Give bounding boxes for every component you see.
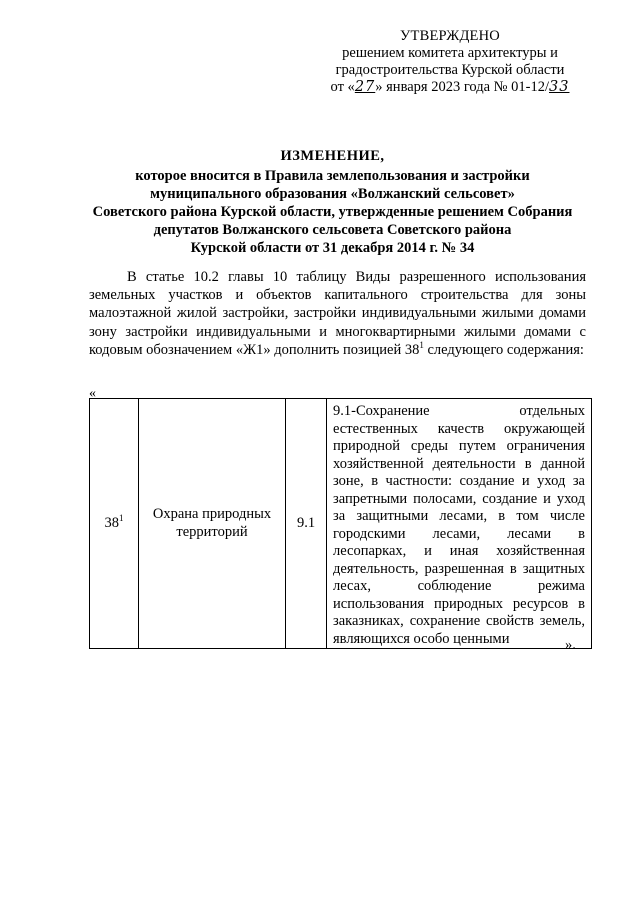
paragraph-tail: следующего содержания: — [423, 341, 584, 358]
approval-line-2: градостроительства Курской области — [335, 62, 565, 78]
title-line-1: которое вносится в Правила землепользования и застройки — [135, 168, 530, 184]
cell-description: 9.1-Сохранение отдельных естественных качеств окружающей природной среды путем ограничения хозяйственной деятельности в данной зоне, в частности: создание и уход за запретными полосами, создание и уход за защитными лесами, в том числе городскими лесами, лесами в лесопарках, и иная хозяйственная деятельность, разрешенная в защитных лесах, соблюдение режима использования природных ресурсов в заказниках, сохранение свойств земель, являющихся особо ценными — [327, 399, 592, 649]
addition-table — [89, 398, 592, 649]
row-number: 38 — [104, 514, 119, 531]
row-number-superscript: 1 — [119, 512, 124, 523]
approval-date-line — [300, 79, 600, 96]
approval-stamp — [300, 28, 600, 96]
title-line-4: депутатов Волжанского сельсовета Советского района — [153, 222, 512, 238]
title-line-2: муниципального образования «Волжанский сельсовет» — [150, 186, 515, 202]
title-main: ИЗМЕНЕНИЕ, — [280, 148, 385, 164]
cell-code: 9.1 — [286, 399, 327, 649]
approval-number-handwritten: 33 — [549, 79, 570, 95]
body-paragraph — [89, 268, 586, 359]
approval-heading: УТВЕРЖДЕНО — [400, 28, 500, 44]
closing-quote: ». — [565, 637, 576, 653]
paragraph-superscript: 1 — [419, 339, 424, 350]
table-row — [90, 399, 592, 649]
cell-name: Охрана природных территорий — [139, 399, 286, 649]
approval-line-1: решением комитета архитектуры и — [342, 45, 558, 61]
cell-number — [90, 399, 139, 649]
paragraph-text: В статье 10.2 главы 10 таблицу Виды разрешенного использования земельных участков и объектов капитального строительства для зоны малоэтажной жилой застройки, застройки индивидуальными жилыми домами зону застройки индивидуальными и многоквартирными жилыми домами с кодовым обозначением «Ж1» дополнить позицией 38 — [89, 269, 586, 358]
approval-date-middle: » января 2023 года № 01-12/ — [375, 79, 550, 95]
title-line-3: Советского района Курской области, утвержденные решением Собрания — [92, 204, 573, 220]
approval-day-handwritten: 27 — [354, 79, 376, 95]
document-title — [60, 147, 605, 257]
opening-quote: « — [89, 386, 96, 401]
approval-date-prefix: от « — [330, 79, 355, 95]
title-line-5: Курской области от 31 декабря 2014 г. № 34 — [190, 240, 475, 256]
